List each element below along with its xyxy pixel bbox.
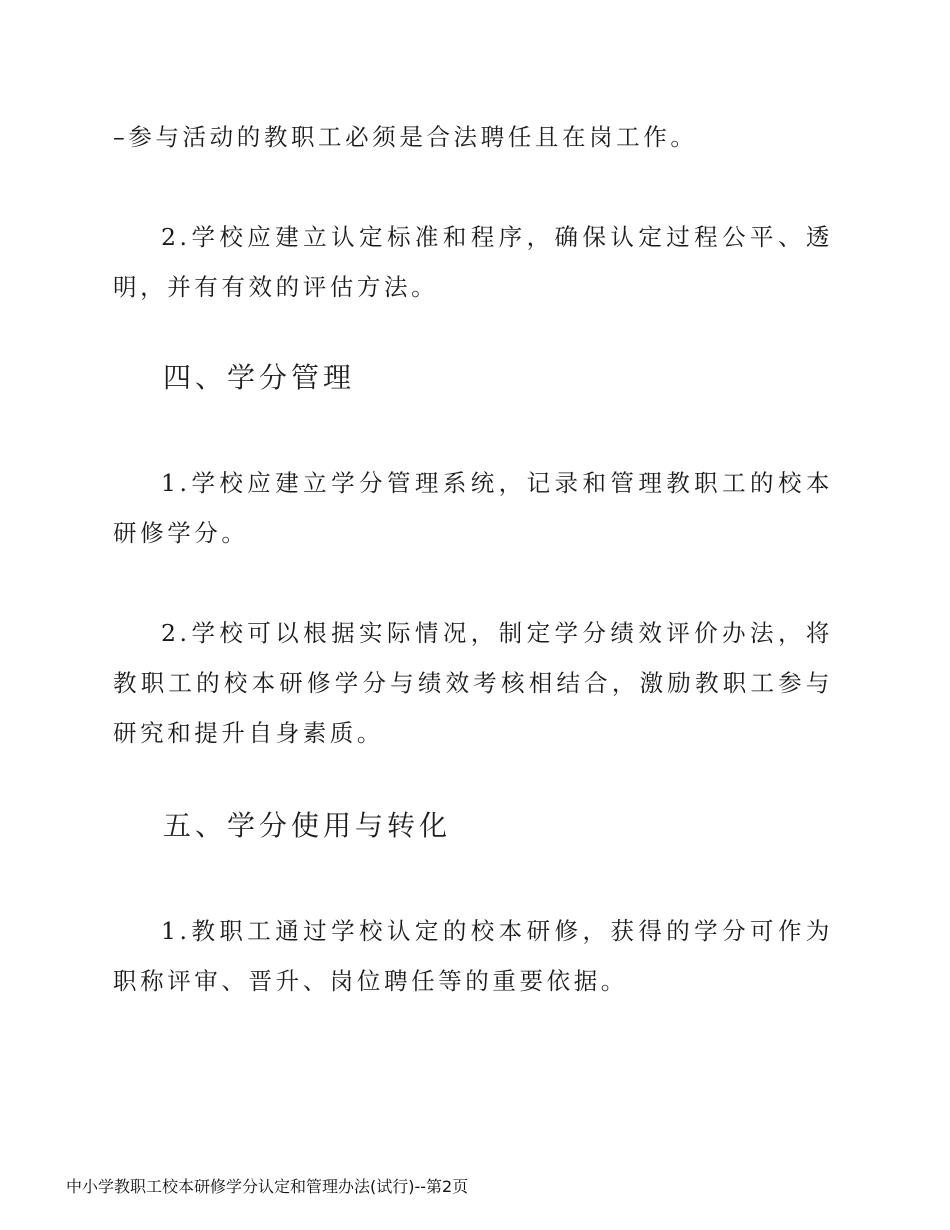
paragraph-credit-system: 1.学校应建立学分管理系统，记录和管理教职工的校本研修学分。 bbox=[113, 469, 833, 547]
paragraph-participant-requirement: –参与活动的教职工必须是合法聘任且在岗工作。 bbox=[113, 123, 698, 151]
section-heading-credit-management: 四、学分管理 bbox=[163, 361, 356, 394]
paragraph-credit-basis: 1.教职工通过学校认定的校本研修，获得的学分可作为职称评审、晋升、岗位聘任等的重要依据。 bbox=[113, 917, 833, 995]
page-footer: 中小学教职工校本研修学分认定和管理办法(试行)--第2页 bbox=[66, 1177, 469, 1196]
paragraph-credit-performance: 2.学校可以根据实际情况，制定学分绩效评价办法，将教职工的校本研修学分与绩效考核相结合，激励教职工参与研究和提升自身素质。 bbox=[113, 619, 833, 747]
section-heading-credit-usage: 五、学分使用与转化 bbox=[163, 809, 452, 842]
paragraph-certification-standard: 2.学校应建立认定标准和程序，确保认定过程公平、透明，并有有效的评估方法。 bbox=[113, 223, 833, 301]
